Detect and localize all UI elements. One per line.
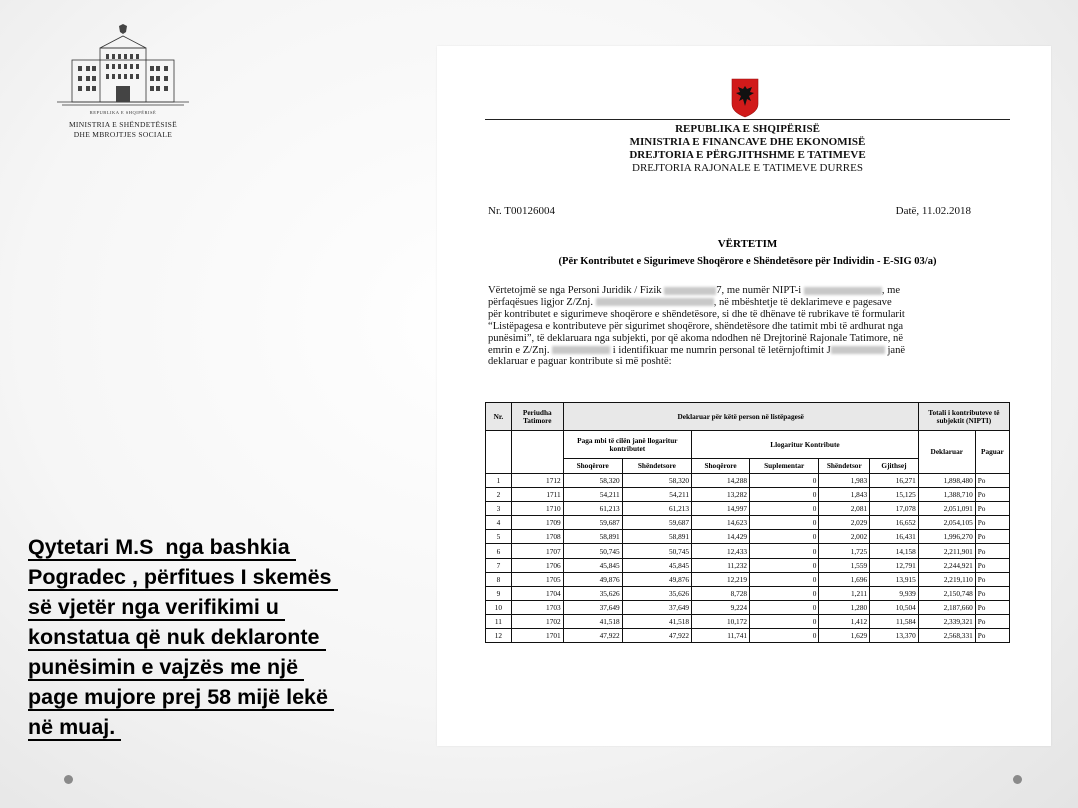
table-cell: Po — [975, 474, 1009, 488]
redacted-field — [831, 346, 885, 354]
redacted-field — [596, 298, 714, 306]
col-header: Shëndetsore — [622, 459, 691, 474]
table-cell: 1710 — [511, 502, 563, 516]
table-row — [486, 629, 1010, 643]
header-ministry: MINISTRIA E FINANCAVE DHE EKONOMISË — [629, 136, 866, 148]
table-cell: 1706 — [511, 558, 563, 572]
table-cell: 14,429 — [692, 530, 750, 544]
table-cell: 1704 — [511, 586, 563, 600]
body-text: për kontributet e sigurimeve shoqërore e shëndetësore, si dhe të dhënave të rubrikave të formularit — [488, 308, 905, 320]
header-rule — [485, 119, 1010, 120]
body-text: , në mbështetje të deklarimeve e pagesave — [713, 296, 892, 308]
col-header-nr: Nr. — [486, 403, 512, 431]
table-cell: 2,219,110 — [918, 572, 975, 586]
col-header-period: Periudha Tatimore — [511, 403, 563, 431]
table-cell: 61,213 — [622, 502, 691, 516]
header-directorate: DREJTORIA E PËRGJITHSHME E TATIMEVE — [629, 149, 866, 161]
table-cell: 2,150,748 — [918, 586, 975, 600]
table-cell: 61,213 — [563, 502, 622, 516]
albanian-eagle-emblem-icon — [731, 78, 759, 118]
table-cell: 41,518 — [563, 614, 622, 628]
table-cell: 10 — [486, 600, 512, 614]
body-text: i identifikuar me numrin personal të letërnjoftimit J — [612, 344, 831, 356]
table-cell: 1,983 — [819, 474, 870, 488]
table-cell: 9,939 — [870, 586, 919, 600]
table-cell: 2,244,921 — [918, 558, 975, 572]
body-text: emrin e Z/Znj. — [488, 344, 550, 356]
table-cell: Po — [975, 572, 1009, 586]
table-cell: 5 — [486, 530, 512, 544]
table-cell: 49,876 — [622, 572, 691, 586]
header-regional: DREJTORIA RAJONALE E TATIMEVE DURRES — [632, 162, 863, 174]
table-cell: 37,649 — [563, 600, 622, 614]
table-cell: 8,728 — [692, 586, 750, 600]
table-cell: Po — [975, 586, 1009, 600]
body-text: punësimi”, të deklaruara nga subjekti, por që akoma ndodhen në Drejtorinë Rajonale Tatimore, në — [488, 332, 904, 344]
body-text: përfaqësues ligjor Z/Znj. — [488, 296, 594, 308]
table-cell: 1,211 — [819, 586, 870, 600]
table-cell: 2,002 — [819, 530, 870, 544]
table-cell: Po — [975, 516, 1009, 530]
table-cell: 47,922 — [622, 629, 691, 643]
table-row — [486, 488, 1010, 502]
table-cell: 35,626 — [563, 586, 622, 600]
table-cell: 0 — [750, 502, 819, 516]
table-cell: 12,433 — [692, 544, 750, 558]
table-cell: 11,584 — [870, 614, 919, 628]
col-header-wage-group: Paga mbi të cilën janë llogaritur kontributet — [563, 431, 691, 459]
table-cell: 1705 — [511, 572, 563, 586]
table-row — [486, 474, 1010, 488]
table-cell: 7 — [486, 558, 512, 572]
col-header-spacer — [486, 431, 512, 474]
ministry-logo — [52, 22, 194, 142]
table-row — [486, 544, 1010, 558]
col-header-spacer — [511, 431, 563, 474]
caption-line: page mujore prej 58 mijë lekë — [28, 685, 334, 711]
table-cell: 10,172 — [692, 614, 750, 628]
caption-line: në muaj. — [28, 715, 121, 741]
table-cell: 2,211,901 — [918, 544, 975, 558]
table-cell: 12,219 — [692, 572, 750, 586]
col-header: Suplementar — [750, 459, 819, 474]
table-cell: 16,431 — [870, 530, 919, 544]
table-cell: 11,232 — [692, 558, 750, 572]
table-cell: 1,559 — [819, 558, 870, 572]
table-cell: 14,997 — [692, 502, 750, 516]
table-cell: 16,271 — [870, 474, 919, 488]
body-text: Vërtetojmë se nga Personi Juridik / Fizik — [488, 285, 662, 296]
body-text: 7, me numër NIPT-i — [716, 285, 802, 296]
table-cell: 59,687 — [563, 516, 622, 530]
table-cell: 37,649 — [622, 600, 691, 614]
table-cell: 1,412 — [819, 614, 870, 628]
table-cell: 58,320 — [622, 474, 691, 488]
bullet-dot-icon — [1013, 775, 1022, 784]
table-cell: 0 — [750, 530, 819, 544]
table-cell: 17,078 — [870, 502, 919, 516]
table-cell: 2 — [486, 488, 512, 502]
table-cell: 1,843 — [819, 488, 870, 502]
col-header-total-group: Totali i kontributeve të subjektit (NIPTI) — [918, 403, 1009, 431]
logo-ministry-text: MINISTRIA E SHËNDETËSISË — [68, 120, 178, 129]
caption-line: Pogradec , përfitues I skemës — [28, 565, 338, 591]
body-text: “Listëpagesa e kontributeve për sigurimet shoqërore, shëndetësore dhe tatimit mbi të ardhurat nga — [488, 320, 904, 332]
header-republic: REPUBLIKA E SHQIPËRISË — [675, 123, 820, 135]
col-header: Shoqërore — [692, 459, 750, 474]
table-row — [486, 530, 1010, 544]
table-cell: 54,211 — [622, 488, 691, 502]
table-cell: 35,626 — [622, 586, 691, 600]
table-cell: 2,051,091 — [918, 502, 975, 516]
table-cell: 0 — [750, 474, 819, 488]
table-cell: 2,339,321 — [918, 614, 975, 628]
col-header: Shoqërore — [563, 459, 622, 474]
table-cell: 14,158 — [870, 544, 919, 558]
table-row — [486, 516, 1010, 530]
table-cell: 50,745 — [563, 544, 622, 558]
table-cell: 1702 — [511, 614, 563, 628]
table-cell: 12,791 — [870, 558, 919, 572]
table-cell: 2,568,331 — [918, 629, 975, 643]
table-cell: 0 — [750, 600, 819, 614]
document-title: VËRTETIM — [717, 238, 778, 250]
caption-line: së vjetër nga verifikimi u — [28, 595, 285, 621]
table-cell: Po — [975, 558, 1009, 572]
table-cell: Po — [975, 629, 1009, 643]
table-cell: 2,029 — [819, 516, 870, 530]
table-cell: 9 — [486, 586, 512, 600]
document-body — [488, 285, 1008, 368]
caption-line: Qytetari M.S nga bashkia — [28, 535, 296, 561]
table-cell: 1711 — [511, 488, 563, 502]
ministry-building-icon — [52, 22, 194, 108]
redacted-field — [664, 287, 716, 295]
table-cell: 15,125 — [870, 488, 919, 502]
table-cell: 50,745 — [622, 544, 691, 558]
table-cell: 9,224 — [692, 600, 750, 614]
table-cell: 59,687 — [622, 516, 691, 530]
table-cell: 11,741 — [692, 629, 750, 643]
col-header: Shëndetsor — [819, 459, 870, 474]
caption-line: konstatua që nuk deklaronte — [28, 625, 326, 651]
table-cell: 1707 — [511, 544, 563, 558]
table-cell: 1,898,480 — [918, 474, 975, 488]
table-row — [486, 586, 1010, 600]
table-cell: 1,629 — [819, 629, 870, 643]
col-header-paid: Paguar — [975, 431, 1009, 474]
table-cell: 1,725 — [819, 544, 870, 558]
table-cell: Po — [975, 530, 1009, 544]
table-row — [486, 614, 1010, 628]
table-cell: 0 — [750, 488, 819, 502]
table-cell: 12 — [486, 629, 512, 643]
table-cell: 10,504 — [870, 600, 919, 614]
table-cell: 49,876 — [563, 572, 622, 586]
redacted-field — [552, 346, 610, 354]
table-cell: 1712 — [511, 474, 563, 488]
table-cell: 1708 — [511, 530, 563, 544]
table-row — [486, 558, 1010, 572]
table-cell: 1,280 — [819, 600, 870, 614]
logo-republic-text: REPUBLIKA E SHQIPËRISË — [89, 110, 157, 115]
table-cell: 13,370 — [870, 629, 919, 643]
contributions-table — [485, 402, 1010, 643]
table-cell: 1 — [486, 474, 512, 488]
table-cell: 14,288 — [692, 474, 750, 488]
table-cell: 0 — [750, 516, 819, 530]
body-text: janë — [887, 344, 906, 356]
table-cell: 13,915 — [870, 572, 919, 586]
document-subtitle: (Për Kontributet e Sigurimeve Shoqërore e Shëndetësore për Individin - E-SIG 03/a) — [558, 256, 937, 267]
redacted-field — [804, 287, 882, 295]
table-cell: 4 — [486, 516, 512, 530]
table-cell: 1,996,270 — [918, 530, 975, 544]
document-date: Datë, 11.02.2018 — [895, 205, 971, 217]
table-cell: 6 — [486, 544, 512, 558]
table-cell: 13,282 — [692, 488, 750, 502]
table-cell: Po — [975, 544, 1009, 558]
contributions-table-body — [486, 474, 1010, 643]
logo-ministry-subtext: DHE MBROJTJES SOCIALE — [73, 130, 173, 139]
table-cell: 41,518 — [622, 614, 691, 628]
table-cell: 0 — [750, 586, 819, 600]
table-cell: 14,623 — [692, 516, 750, 530]
table-cell: 1701 — [511, 629, 563, 643]
table-cell: 2,081 — [819, 502, 870, 516]
table-cell: 3 — [486, 502, 512, 516]
table-cell: 0 — [750, 544, 819, 558]
table-cell: 58,891 — [563, 530, 622, 544]
table-cell: 1709 — [511, 516, 563, 530]
table-cell: 16,652 — [870, 516, 919, 530]
table-cell: 47,922 — [563, 629, 622, 643]
table-cell: Po — [975, 488, 1009, 502]
table-cell: 0 — [750, 572, 819, 586]
table-row — [486, 572, 1010, 586]
table-cell: 58,320 — [563, 474, 622, 488]
table-cell: 1703 — [511, 600, 563, 614]
table-cell: 11 — [486, 614, 512, 628]
table-cell: 45,845 — [563, 558, 622, 572]
document-number: Nr. T00126004 — [488, 205, 556, 217]
table-cell: Po — [975, 614, 1009, 628]
table-cell: 0 — [750, 558, 819, 572]
table-cell: 1,388,710 — [918, 488, 975, 502]
col-header-declared-group: Deklaruar për këtë person në listëpagesë — [563, 403, 918, 431]
bullet-dot-icon — [64, 775, 73, 784]
table-cell: Po — [975, 502, 1009, 516]
table-cell: 2,054,105 — [918, 516, 975, 530]
table-cell: 45,845 — [622, 558, 691, 572]
table-cell: 2,187,660 — [918, 600, 975, 614]
body-text: , me — [881, 285, 901, 296]
table-cell: 54,211 — [563, 488, 622, 502]
case-caption — [28, 532, 428, 742]
col-header-declared: Deklaruar — [918, 431, 975, 474]
table-row — [486, 502, 1010, 516]
table-row — [486, 600, 1010, 614]
table-cell: 0 — [750, 629, 819, 643]
table-cell: 58,891 — [622, 530, 691, 544]
body-text: deklaruar e paguar kontribute si më poshtë: — [488, 356, 672, 368]
col-header-calc-group: Llogaritur Kontribute — [692, 431, 919, 459]
table-cell: 8 — [486, 572, 512, 586]
table-cell: 0 — [750, 614, 819, 628]
col-header: Gjithsej — [870, 459, 919, 474]
table-cell: 1,696 — [819, 572, 870, 586]
caption-line: punësimin e vajzës me një — [28, 655, 304, 681]
table-cell: Po — [975, 600, 1009, 614]
tax-certificate-document — [437, 46, 1051, 746]
